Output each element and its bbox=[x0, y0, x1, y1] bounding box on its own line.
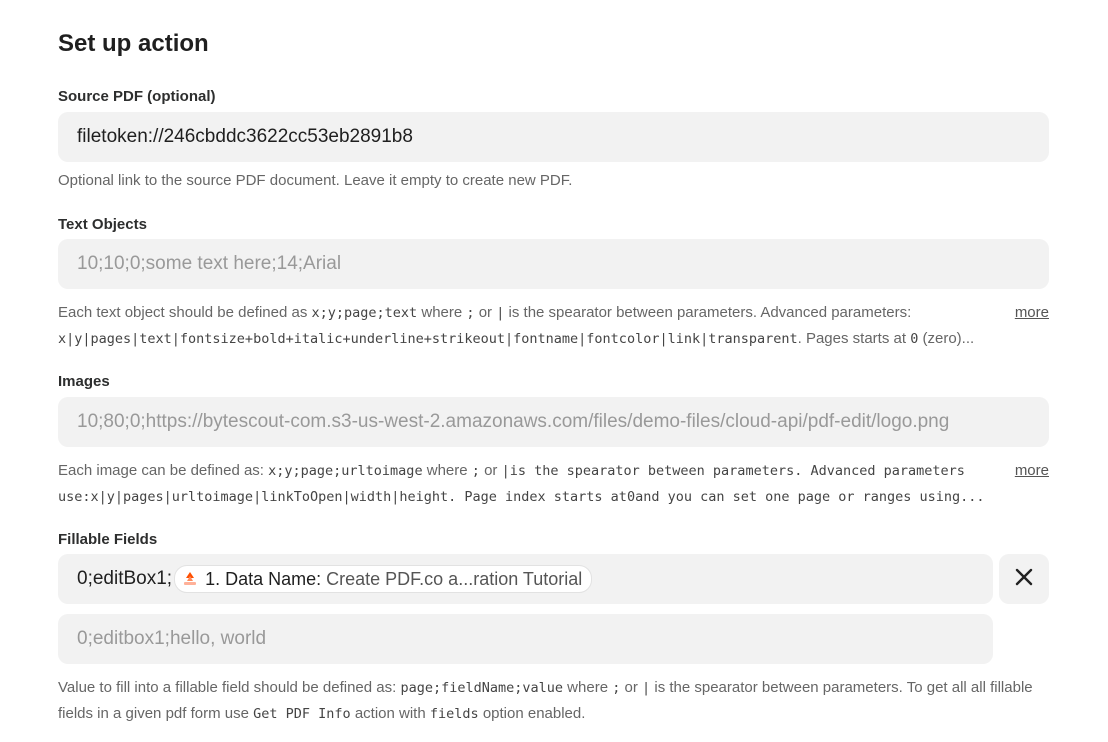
data-pill-key: 1. Data Name: bbox=[205, 568, 322, 589]
data-pill-value: Create PDF.co a...ration Tutorial bbox=[326, 568, 583, 589]
data-pill[interactable] bbox=[174, 565, 592, 593]
text-objects-label: Text Objects bbox=[58, 216, 147, 233]
help-text: option enabled. bbox=[478, 705, 586, 722]
source-pdf-label: Source PDF (optional) bbox=[58, 88, 216, 105]
images-label: Images bbox=[58, 373, 110, 390]
help-text: Each image can be defined as: bbox=[58, 462, 269, 479]
images-more-link[interactable]: more bbox=[1014, 462, 1049, 479]
help-code: ; bbox=[612, 680, 621, 696]
help-text: where bbox=[563, 679, 613, 696]
help-code: ; bbox=[471, 463, 480, 479]
images-placeholder: 10;80;0;https://bytescout-com.s3-us-west-2.amazonaws.com/files/demo-files/cloud-api/pdf-edit/logo.png bbox=[77, 411, 950, 432]
help-code: |is the spearator between parameters. Advanced parameters use:x|y|pages|urltoimage|linkToOpen|width|height. Page index starts at0and you can set one page or ranges using... bbox=[58, 463, 985, 505]
help-text: where bbox=[417, 304, 467, 321]
text-objects-more-link[interactable]: more bbox=[1014, 304, 1049, 321]
help-text: or bbox=[620, 679, 643, 696]
zapier-like-logo-icon bbox=[179, 568, 201, 590]
images-input[interactable] bbox=[58, 397, 1049, 447]
help-text: where bbox=[422, 462, 472, 479]
remove-field-button[interactable] bbox=[999, 554, 1049, 604]
close-icon bbox=[1014, 567, 1034, 592]
fillable-fields-help bbox=[58, 675, 1049, 727]
help-code: 0 bbox=[910, 331, 919, 347]
text-objects-placeholder: 10;10;0;some text here;14;Arial bbox=[77, 253, 342, 274]
help-text: Each text object should be defined as bbox=[58, 304, 312, 321]
help-code: Get PDF Info bbox=[253, 706, 351, 722]
help-code: | bbox=[642, 680, 651, 696]
help-code: page;fieldName;value bbox=[400, 680, 564, 696]
help-text: . Pages starts at bbox=[797, 330, 911, 347]
fillable-fields-input-1[interactable] bbox=[58, 554, 993, 604]
text-objects-help bbox=[58, 300, 1049, 352]
help-code: x;y;page;text bbox=[311, 305, 418, 321]
help-code: | bbox=[496, 305, 505, 321]
source-pdf-value: filetoken://246cbddc3622cc53eb2891b8 bbox=[77, 126, 413, 147]
fillable-fields-label: Fillable Fields bbox=[58, 531, 158, 548]
help-code: x;y;page;urltoimage bbox=[268, 463, 423, 479]
help-code: fields bbox=[429, 706, 479, 722]
source-pdf-input[interactable] bbox=[58, 112, 1049, 162]
images-help bbox=[58, 458, 1049, 510]
help-code: ; bbox=[466, 305, 475, 321]
fillable-fields-placeholder: 0;editbox1;hello, world bbox=[77, 628, 267, 649]
help-text: or bbox=[474, 304, 497, 321]
fillable-fields-input-2[interactable] bbox=[58, 614, 993, 664]
source-pdf-help: Optional link to the source PDF document. Leave it empty to create new PDF. bbox=[58, 172, 573, 189]
help-code: x|y|pages|text|fontsize+bold+italic+underline+strikeout|fontname|fontcolor|link|transparent bbox=[58, 331, 798, 347]
page-title: Set up action bbox=[58, 30, 209, 57]
help-text: Value to fill into a fillable field should be defined as: bbox=[58, 679, 401, 696]
fillable-fields-value-prefix: 0;editBox1; bbox=[77, 568, 173, 589]
text-objects-input[interactable] bbox=[58, 239, 1049, 289]
help-text: is the spearator between parameters. To get all all fillable fields in a given pdf form use bbox=[58, 679, 1033, 722]
help-text: (zero)... bbox=[918, 330, 975, 347]
help-text: action with bbox=[350, 705, 430, 722]
help-text: or bbox=[479, 462, 502, 479]
help-text: is the spearator between parameters. Advanced parameters: bbox=[504, 304, 912, 321]
